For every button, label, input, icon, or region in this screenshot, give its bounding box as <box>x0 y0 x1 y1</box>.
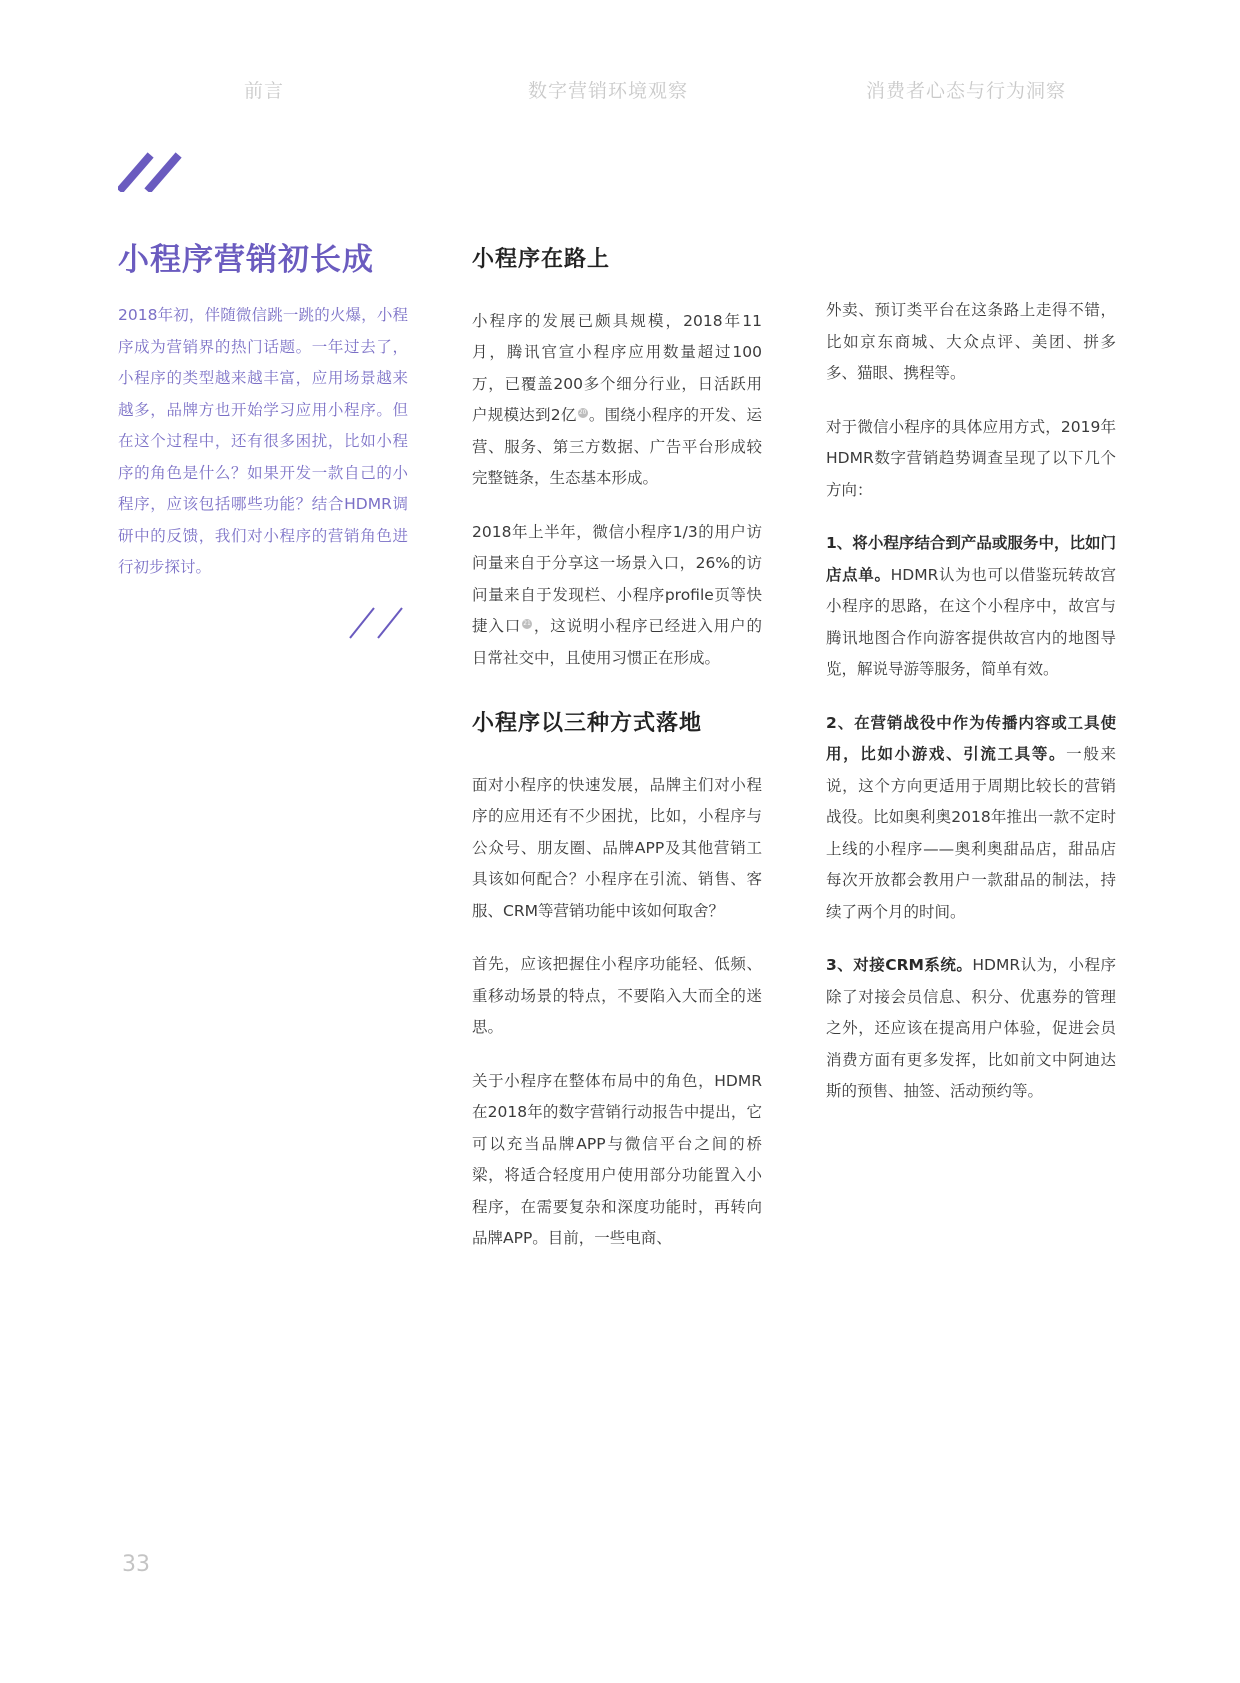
paragraph: 关于小程序在整体布局中的角色，HDMR在2018年的数字营销行动报告中提出，它可以充当品牌APP与微信平台之间的桥梁，将适合轻度用户使用部分功能置入小程序，在需要复杂和深度功能时，再转向品牌APP。目前，一些电商、 <box>472 1071 762 1247</box>
page-number: 33 <box>122 1552 150 1577</box>
list-item-lead: 2、在营销战役中作为传播内容或工具使用，比如小游戏、引流工具等。 <box>826 713 1116 763</box>
intro-paragraph: 2018年初，伴随微信跳一跳的火爆，小程序成为营销界的热门话题。一年过去了，小程序的类型越来越丰富，应用场景越来越多，品牌方也开始学习应用小程序。但在这个过程中，还有很多困扰，比如小程序的角色是什么？如果开发一款自己的小程序，应该包括哪些功能？结合HDMR调研中的反馈，我们对小程序的营销角色进行初步探讨。 <box>118 306 408 576</box>
footnote-marker[interactable]: 20 <box>578 408 587 416</box>
double-slash-icon <box>118 152 184 192</box>
paragraph: 面对小程序的快速发展，品牌主们对小程序的应用还有不少困扰，比如，小程序与公众号、朋友圈、品牌APP及其他营销工具该如何配合？小程序在引流、销售、客服、CRM等营销功能中该如何取舍？ <box>472 775 762 920</box>
page-title: 小程序营销初长成 <box>118 242 374 278</box>
header-nav <box>0 76 1240 106</box>
double-slash-icon <box>348 604 408 640</box>
list-item-lead: 3、对接CRM系统。 <box>826 956 973 974</box>
nav-item-digital-marketing-environment[interactable]: 数字营销环境观察 <box>528 80 689 102</box>
section-heading-on-the-road: 小程序在路上 <box>472 247 611 272</box>
text: HDMR认为，小程序除了对接会员信息、积分、优惠券的管理之外，还应该在提高用户体验，促进会员消费方面有更多发挥，比如前文中阿迪达斯的预售、抽签、活动预约等。 <box>826 956 1116 1100</box>
middle-column <box>472 244 762 1277</box>
text: 小程序的发展已颇具规模，2018年11月，腾讯官宣小程序应用数量超过100万，已覆盖200多个细分行业，日活跃用户规模达到2亿 <box>472 311 762 424</box>
paragraph: 对于微信小程序的具体应用方式，2019年HDMR数字营销趋势调查呈现了以下几个方向： <box>826 417 1116 499</box>
text: 一般来说，这个方向更适用于周期比较长的营销战役。比如奥利奥2018年推出一款不定时上线的小程序——奥利奥甜品店，甜品店每次开放都会教用户一款甜品的制法，持续了两个月的时间。 <box>826 745 1116 921</box>
text: 2018年上半年，微信小程序1/3的用户访问量来自于分享这一场景入口，26%的访问量来自于发现栏、小程序profile页等快捷入口 <box>472 522 762 635</box>
list-item <box>826 950 1116 1108</box>
text: HDMR认为也可以借鉴玩转故宫小程序的思路，在这个小程序中，故宫与腾讯地图合作向游客提供故宫内的地图导览，解说导游等服务，简单有效。 <box>826 565 1116 678</box>
right-column <box>826 295 1116 1130</box>
nav-item-consumer-insight[interactable]: 消费者心态与行为洞察 <box>866 80 1067 102</box>
list-item <box>826 708 1116 929</box>
paragraph: 首先，应该把握住小程序功能轻、低频、重移动场景的特点，不要陷入大而全的迷思。 <box>472 955 762 1036</box>
list-item <box>826 528 1116 686</box>
text: 。围绕小程序的开发、运营、服务、第三方数据、广告平台形成较完整链条，生态基本形成。 <box>472 406 762 487</box>
paragraph <box>472 517 762 675</box>
footnote-marker[interactable]: 21 <box>523 619 531 627</box>
list-item-lead: 1、将小程序结合到产品或服务中，比如门店点单。 <box>826 534 1116 584</box>
section-heading-three-ways: 小程序以三种方式落地 <box>472 711 703 736</box>
paragraph: 外卖、预订类平台在这条路上走得不错，比如京东商城、大众点评、美团、拼多多、猫眼、携程等。 <box>826 301 1116 382</box>
nav-item-preface[interactable]: 前言 <box>244 80 285 102</box>
text: ，这说明小程序已经进入用户的日常社交中，且使用习惯正在形成。 <box>472 617 762 667</box>
paragraph <box>472 306 762 495</box>
